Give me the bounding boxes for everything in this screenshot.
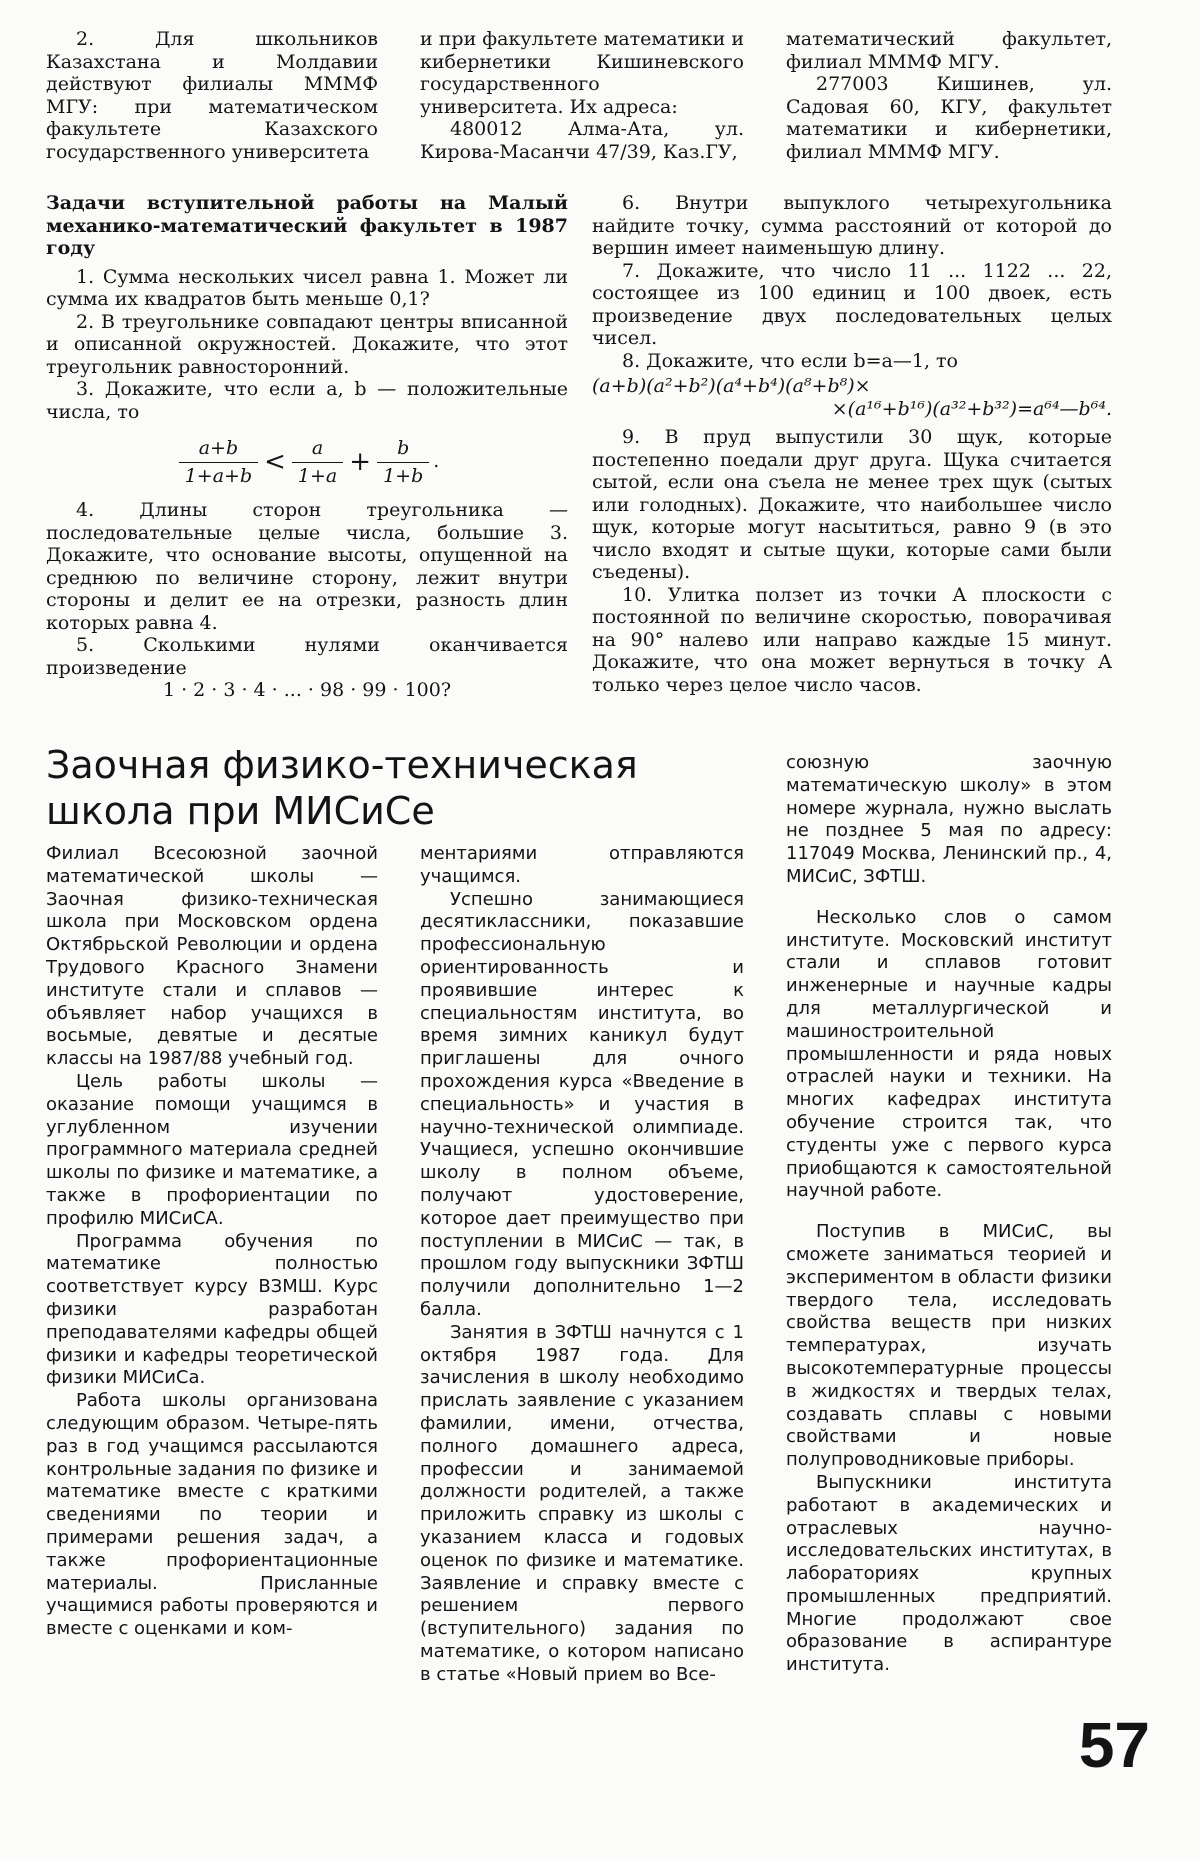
article-col-1 bbox=[46, 843, 378, 1641]
top-col2-text: и при факультете математики и кибернетики Кишиневского государственного университета. Их адреса: bbox=[420, 28, 744, 118]
fraction-3: $\frac{b}{1+b}$ bbox=[377, 437, 429, 487]
task-3-formula: $\frac{a+b}{1+a+b}$ < $\frac{a}{1+a}$ + $\frac{b}{1+b}$ . bbox=[46, 437, 568, 487]
article-c3-p1: союзную заочную математическую школу» в этом номере журнала, нужно выслать не позднее 5 мая по адресу: 117049 Москва, Ленинский пр., 4, МИСиС, ЗФТШ. bbox=[786, 752, 1112, 887]
tasks-heading: Задачи вступительной работы на Малый механико-математический факультет в 1987 году bbox=[46, 192, 568, 259]
task-9: 9. В пруд выпустили 30 щук, которые постепенно поедали друг друга. Щука считается сытой, если она съела не менее трех щук (сытых или голодных). Докажите, что наибольшее число щук, которые могут насытиться, равно 9 (в это число входят и сытые щуки, которые сами были съедены). bbox=[592, 426, 1112, 583]
task-8-formula-line-1: (a+b)(a²+b²)(a⁴+b⁴)(a⁸+b⁸)× bbox=[592, 375, 871, 397]
task-2: 2. В треугольнике совпадают центры вписанной и описанной окружностей. Докажите, что этот треугольник равносторонний. bbox=[46, 310, 568, 378]
fraction-1: $\frac{a+b}{1+a+b}$ bbox=[179, 437, 258, 487]
article-c2-p1: ментариями отправляются учащимся. bbox=[420, 843, 744, 887]
page-number: 57 bbox=[1078, 1709, 1150, 1781]
article-col-3 bbox=[786, 752, 1112, 1677]
article-c2-p2: Успешно занимающиеся десятиклассники, показавшие профессиональную ориентированность и проявившие интерес к специальностям института, во время зимних каникул будут приглашены для очного прохождения курса «Введение в специальность» и участия в научно-технической олимпиаде. Учащиеся, успешно окончившие школу в полном объеме, получают удостоверение, которое дает преимущество при поступлении в МИСиС — так, в прошлом году выпускники ЗФТШ получили дополнительно 1—2 балла. bbox=[420, 888, 744, 1320]
task-6: 6. Внутри выпуклого четырехугольника найдите точку, сумма расстояний от которой до вершин имеет наименьшую длину. bbox=[592, 192, 1112, 259]
top-col3-text: математический факультет, филиал МММФ МГУ. bbox=[786, 28, 1112, 73]
article-c1-p3: Программа обучения по математике полностью соответствует курсу ВЗМШ. Курс физики разработан преподавателями кафедры общей физики и кафедры теоретической физики МИСиСа. bbox=[46, 1230, 378, 1389]
task-8: 8. Докажите, что если b=a—1, то bbox=[622, 349, 958, 372]
task-10: 10. Улитка ползет из точки A плоскости с постоянной по величине скоростью, поворачивая на 90° налево или направо каждые 15 минут. Докажите, что она может вернуться в точку A только через целое число часов. bbox=[592, 583, 1112, 696]
task-1: 1. Сумма нескольких чисел равна 1. Может ли сумма их квадратов быть меньше 0,1? bbox=[46, 265, 568, 310]
article-c1-p1: Филиал Всесоюзной заочной математической школы — Заочная физико-техническая школа при Московском ордена Октябрьской Революции и ордена Трудового Красного Знамени институте стали и сплавов — объявляет набор учащихся в восьмые, девятые и десятые классы на 1987/88 учебный год. bbox=[46, 843, 378, 1070]
task-3: 3. Докажите, что если a, b — положительные числа, то bbox=[46, 378, 568, 423]
article-col-2 bbox=[420, 843, 744, 1686]
top-col3-address: 277003 Кишинев, ул. Садовая 60, КГУ, факультет математики и кибернетики, филиал МММФ МГУ. bbox=[786, 73, 1112, 163]
article-c2-p3: Занятия в ЗФТШ начнутся с 1 октября 1987 года. Для зачисления в школу необходимо прислать заявление с указанием фамилии, имени, отчества, полного домашнего адреса, профессии и занимаемой должности родителей, а также приложить справку из школы с указанием класса и годовых оценок по физике и математике. Заявление и справку вместе с решением первого (вступительного) задания по математике, о котором написано в статье «Новый прием во Все- bbox=[420, 1321, 744, 1685]
article-c3-p3: Поступив в МИСиС, вы сможете заниматься теорией и экспериментом в области физики твердого тела, исследовать свойства веществ при низких температурах, изучать высокотемпературные процессы в жидкостях и твердых телах, создавать сплавы с новыми свойствами и новые полупроводниковые приборы. bbox=[786, 1221, 1112, 1471]
top-col2-address: 480012 Алма-Ата, ул. Кирова-Масанчи 47/39, Каз.ГУ, bbox=[420, 118, 744, 163]
top-col-1 bbox=[46, 28, 378, 163]
article-c3-p2: Несколько слов о самом институте. Московский институт стали и сплавов готовит инженерные и научные кадры для металлургической и машиностроительной промышленности и ряда новых отраслей науки и техники. На многих кафедрах института обучение строится так, что студенты уже с первого курса приобщаются к самостоятельной научной работе. bbox=[786, 906, 1112, 1202]
tasks-right-column bbox=[592, 192, 1112, 696]
top-col1-text: 2. Для школьников Казахстана и Молдавии действуют филиалы МММФ МГУ: при математическом факультете Казахского государственного университета bbox=[46, 28, 378, 163]
task-8-formula-line-2: ×(a¹⁶+b¹⁶)(a³²+b³²)=a⁶⁴—b⁶⁴. bbox=[831, 397, 1112, 420]
task-5-formula: 1 · 2 · 3 · 4 · ... · 98 · 99 · 100? bbox=[162, 679, 452, 701]
task-7: 7. Докажите, что число 11 ... 1122 ... 22, состоящее из 100 единиц и 100 двоек, есть произведение двух последовательных целых чисел. bbox=[592, 259, 1112, 349]
task-5: 5. Сколькими нулями оканчивается произведение bbox=[46, 634, 568, 679]
task-4: 4. Длины сторон треугольника — последовательные целые числа, большие 3. Докажите, что основание высоты, опущенной на среднюю по величине сторону, лежит внутри стороны и делит ее на отрезки, разность длин которых равна 4. bbox=[46, 499, 568, 634]
tasks-left-column bbox=[46, 192, 568, 702]
fraction-2: $\frac{a}{1+a}$ bbox=[292, 437, 343, 487]
article-title: Заочная физико-техническая школа при МИСиСе bbox=[46, 743, 638, 833]
article-c3-p4: Выпускники института работают в академических и отраслевых научно-исследовательских институтах, в лабораториях крупных промышленных предприятий. Многие продолжают свое образование в аспирантуре института. bbox=[786, 1471, 1112, 1676]
top-col-3 bbox=[786, 28, 1112, 163]
article-c1-p2: Цель работы школы — оказание помощи учащимся в углубленном изучении программного материала средней школы по физике и математике, а также в профориентации по профилю МИСиСА. bbox=[46, 1070, 378, 1229]
article-c1-p4: Работа школы организована следующим образом. Четыре-пять раз в год учащимся рассылаются контрольные задания по физике и математике вместе с краткими сведениями по теории и примерами решения задач, а также профориентационные материалы. Присланные учащимися работы проверяются и вместе с оценками и ком- bbox=[46, 1390, 378, 1640]
top-col-2 bbox=[420, 28, 744, 163]
